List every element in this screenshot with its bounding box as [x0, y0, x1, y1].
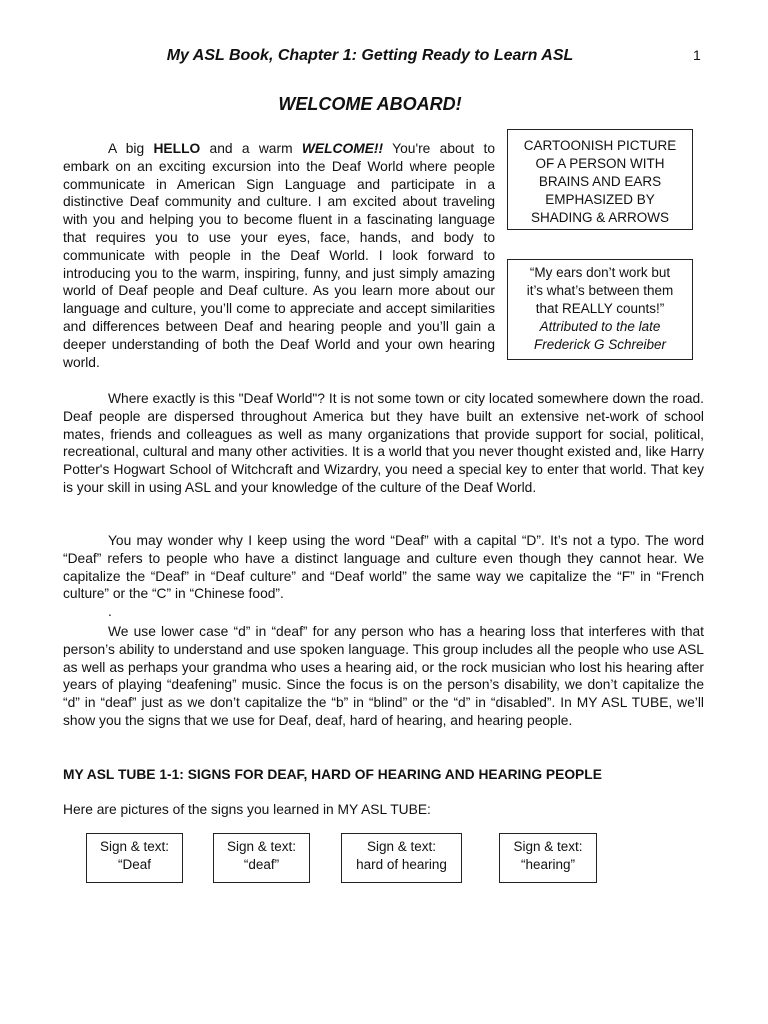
- page-number: 1: [693, 47, 701, 63]
- sign-box-deaf-capital: [86, 833, 183, 883]
- quote-line: “My ears don’t work but: [529, 265, 671, 280]
- sign-box-value: “Deaf: [117, 857, 151, 872]
- indent: [63, 624, 108, 639]
- quote-line: that REALLY counts!”: [535, 301, 665, 316]
- picture-placeholder-box: [507, 129, 693, 230]
- paragraph-welcome: [63, 140, 495, 371]
- text-run: You may wonder why I keep using the word “Deaf” with a capital “D”. It’s not a typo. The word “Deaf” refers to people who have a distinct language and culture even though they cannot hear. We capitalize the “Deaf” in “Deaf culture” and “Deaf world” the same way we capitalize the “F” in “French culture” or the “C” in “Chinese food”.: [63, 533, 704, 602]
- running-title: My ASL Book, Chapter 1: Getting Ready to Learn ASL: [166, 47, 574, 64]
- indent: [63, 391, 108, 406]
- quote-line: it’s what’s between them: [526, 283, 674, 298]
- text-run: Where exactly is this "Deaf World"? It is not some town or city located somewhere down the road. Deaf people are dispersed throughout America but they have built an extensive net-work of school mates, friends and colleagues as well as many organizations that provide support for social, political, recreational, cultural and many other activities. It is a world that you never thought existed and, like Harry Potter's Hogwart School of Witchcraft and Wizardry, you need a special key to enter that world. That key is your skill in using ASL and your knowledge of the culture of the Deaf World.: [63, 391, 704, 495]
- sign-box-hearing: [499, 833, 597, 883]
- sign-box-hard-of-hearing: [341, 833, 462, 883]
- hello-emphasis: HELLO: [153, 141, 201, 156]
- sign-box-label: Sign & text:: [99, 839, 170, 854]
- text-run: You're about to embark on an exciting excursion into the Deaf World where people communicate in American Sign Language and participate in a distinctive Deaf community and culture. I am excited about traveling with you and helping you to become fluent in a fascinating language that requires you to use your eyes, face, hands, and body to communicate with people in the Deaf World. I look forward to introducing you to the warm, inspiring, funny, and just simply amazing world of Deaf people and Deaf culture. As you learn more about our language and culture, you’ll come to appreciate and accept similarities and differences between Deaf and hearing people and you’ll gain a deeper understanding of both the Deaf World and your own hearing world.: [63, 141, 495, 370]
- text-run: and a warm: [200, 141, 302, 156]
- indent: [63, 141, 108, 156]
- paragraph-deaf-world: [63, 390, 704, 497]
- text-run: We use lower case “d” in “deaf” for any person who has a hearing loss that interferes with that person’s ability to understand and use spoken language. This group includes all the people who use ASL as well as perhaps your grandma who uses a hearing aid, or the rock musician who lost his hearing after years of playing “deafening” music. Since the focus is on the person’s disability, we don’t capitalize the “d” in “deaf” just as we don’t capitalize the “b” in “blind” or the “d” in “disabled”. In MY ASL TUBE, we’ll show you the signs that we use for Deaf, deaf, hard of hearing, and hearing people.: [63, 624, 704, 728]
- paragraph-capital-d: [63, 532, 704, 603]
- placeholder-line: OF A PERSON WITH: [535, 156, 665, 171]
- welcome-emphasis: WELCOME!!: [301, 141, 384, 156]
- sign-box-label: Sign & text:: [366, 839, 437, 854]
- placeholder-line: CARTOONISH PICTURE: [523, 138, 677, 153]
- sign-box-label: Sign & text:: [226, 839, 297, 854]
- placeholder-line: EMPHASIZED BY: [545, 192, 655, 207]
- quote-attribution: Frederick G Schreiber: [533, 337, 667, 352]
- sign-box-value: “deaf”: [243, 857, 280, 872]
- sign-box-label: Sign & text:: [513, 839, 583, 854]
- quote-attribution: Attributed to the late: [539, 319, 661, 334]
- section-intro: Here are pictures of the signs you learned in MY ASL TUBE:: [63, 802, 431, 817]
- sign-box-value: hard of hearing: [356, 857, 447, 872]
- section-heading: MY ASL TUBE 1-1: SIGNS FOR DEAF, HARD OF HEARING AND HEARING PEOPLE: [63, 767, 602, 782]
- page-title: WELCOME ABOARD!: [278, 94, 462, 114]
- quote-box: [507, 259, 693, 360]
- placeholder-line: BRAINS AND EARS: [538, 174, 662, 189]
- sign-box-value: “hearing”: [520, 857, 576, 872]
- stray-dot: .: [108, 604, 112, 619]
- placeholder-line: SHADING & ARROWS: [530, 210, 670, 225]
- paragraph-lower-case-d: [63, 623, 704, 730]
- text-run: A big: [108, 141, 154, 156]
- sign-box-deaf-lower: [213, 833, 310, 883]
- indent: [63, 533, 108, 548]
